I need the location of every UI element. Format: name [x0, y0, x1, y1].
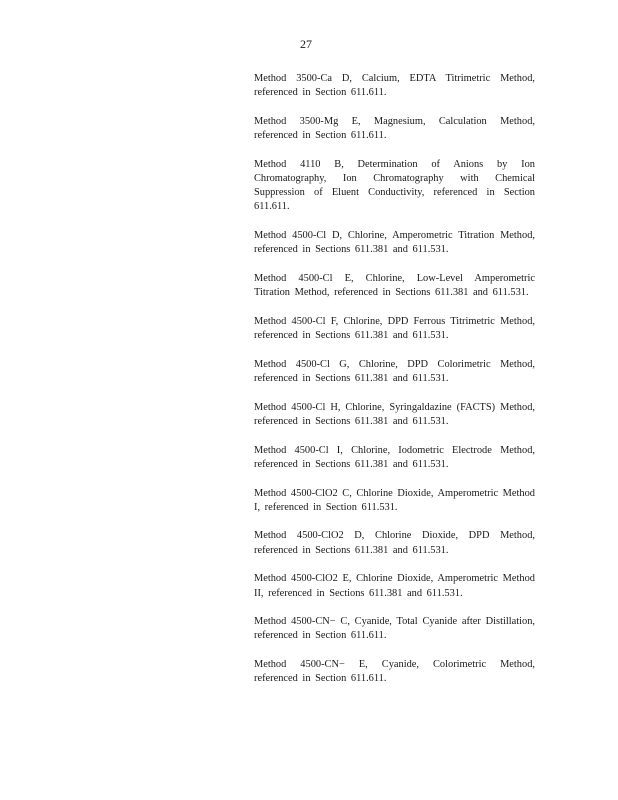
method-entry: Method 4500-CN− E, Cyanide, Colorimetric Method, referenced in Section 611.611. — [254, 659, 535, 685]
method-entry: Method 3500-Mg E, Magnesium, Calculation Method, referenced in Section 611.611. — [254, 115, 535, 142]
method-entry: Method 4110 B, Determination of Anions by Ion Chromatography, Ion Chromatography with Chemical Suppression of Eluent Conductivity, referenced in Section 611.611. — [254, 158, 535, 213]
method-entry: Method 4500-Cl I, Chlorine, Iodometric Electrode Method, referenced in Sections 611.381 and 611.531. — [254, 444, 535, 470]
method-entry: Method 4500-ClO2 E, Chlorine Dioxide, Amperometric Method II, referenced in Sections 611.381 and 611.531. — [254, 573, 535, 599]
method-entry: Method 4500-Cl F, Chlorine, DPD Ferrous Titrimetric Method, referenced in Sections 611.381 and 611.531. — [254, 315, 535, 342]
method-entry: Method 4500-Cl E, Chlorine, Low-Level Amperometric Titration Method, referenced in Sections 611.381 and 611.531. — [254, 273, 535, 299]
method-reference-list — [254, 72, 535, 701]
method-entry: Method 4500-Cl G, Chlorine, DPD Colorimetric Method, referenced in Sections 611.381 and 611.531. — [254, 358, 535, 385]
method-entry: Method 4500-Cl H, Chlorine, Syringaldazine (FACTS) Method, referenced in Sections 611.381 and 611.531. — [254, 401, 535, 427]
method-entry: Method 4500-Cl D, Chlorine, Amperometric Titration Method, referenced in Sections 611.381 and 611.531. — [254, 230, 535, 256]
method-entry: Method 4500-CN− C, Cyanide, Total Cyanide after Distillation, referenced in Section 611.611. — [254, 616, 535, 642]
page-number: 27 — [300, 37, 312, 51]
method-entry: Method 3500-Ca D, Calcium, EDTA Titrimetric Method, referenced in Section 611.611. — [254, 73, 535, 99]
method-entry: Method 4500-ClO2 C, Chlorine Dioxide, Amperometric Method I, referenced in Section 611.531. — [254, 487, 535, 513]
method-entry: Method 4500-ClO2 D, Chlorine Dioxide, DPD Method, referenced in Sections 611.381 and 611.531. — [254, 530, 535, 556]
